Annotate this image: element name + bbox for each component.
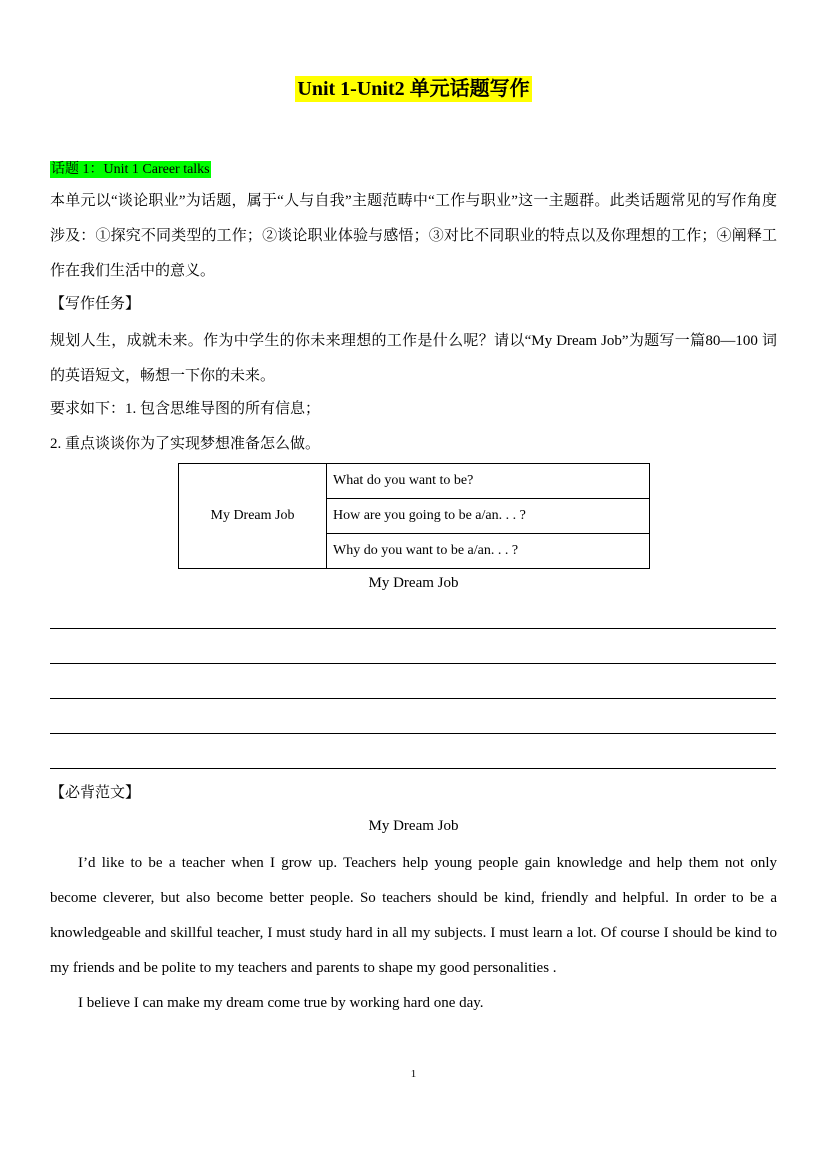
mind-map-question-1: What do you want to be? (327, 464, 650, 499)
page-title-text: Unit 1-Unit2 单元话题写作 (297, 78, 530, 100)
model-title: My Dream Job (368, 818, 459, 834)
page-title (0, 72, 827, 101)
topic-label (50, 158, 211, 178)
writing-line (50, 733, 776, 734)
writing-line (50, 663, 776, 664)
model-paragraph-2: I believe I can make my dream come true by working hard one day. (78, 995, 484, 1011)
requirement-1: 要求如下：1. 包含思维导图的所有信息； (50, 401, 321, 417)
task-heading: 【写作任务】 (50, 296, 141, 312)
writing-line (50, 698, 776, 699)
requirement-2: 2. 重点谈谈你为了实现梦想准备怎么做。 (50, 436, 321, 452)
intro-paragraph: 本单元以“谈论职业”为话题，属于“人与自我”主题范畴中“工作与职业”这一主题群。此类话题常见的写作角度涉及：①探究不同类型的工作；②谈论职业体验与感悟；③对比不同职业的特点以及你理想的工作；④阐释工作在我们生活中的意义。 (50, 193, 777, 279)
model-essay (50, 846, 777, 1021)
writing-line (50, 628, 776, 629)
writing-line (50, 768, 776, 769)
model-paragraph-1: I’d like to be a teacher when I grow up. Teachers help young people gain knowledge and help them not only become cleverer, but also become better people. So teachers should be kind, friendly and helpful. In order to be a knowledgeable and skillful teacher, I must study hard in all my subjects. I must learn a lot. Of course I should be kind to my friends and be polite to my teachers and parents to shape my good personalities . (50, 855, 777, 976)
writing-title: My Dream Job (368, 575, 459, 591)
topic-label-text: 话题 1：Unit 1 Career talks (51, 162, 210, 177)
mind-map-center: My Dream Job (179, 464, 327, 569)
model-heading: 【必背范文】 (50, 785, 141, 801)
mind-map-question-2: How are you going to be a/an. . . ? (327, 499, 650, 534)
mind-map-question-3: Why do you want to be a/an. . . ? (327, 534, 650, 569)
task-paragraph: 规划人生，成就未来。作为中学生的你未来理想的工作是什么呢？请以“My Dream Job”为题写一篇80—100 词的英语短文，畅想一下你的未来。 (50, 333, 777, 384)
page-number: 1 (410, 1068, 417, 1080)
mind-map-table (178, 463, 650, 569)
